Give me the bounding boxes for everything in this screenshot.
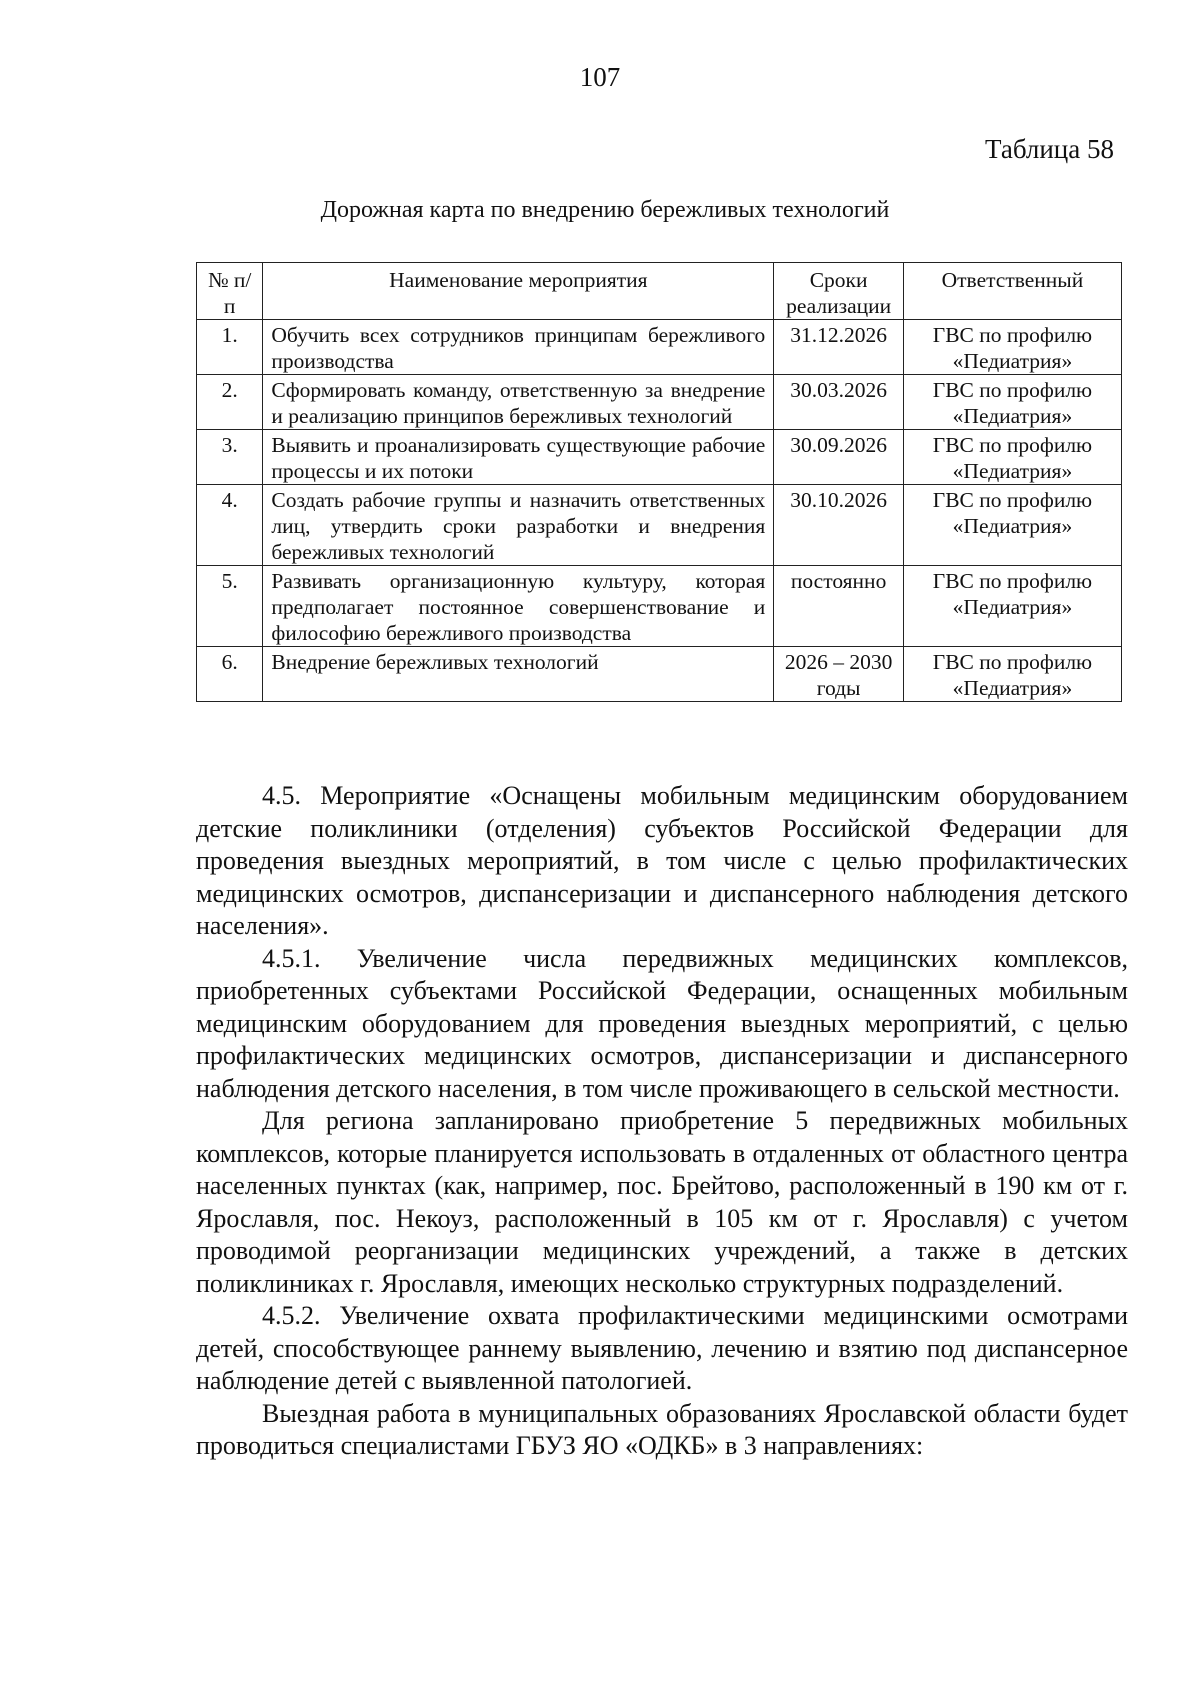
row-name: Создать рабочие группы и назначить ответственных лиц, утвердить сроки разработки и внедрения бережливых технологий (263, 485, 774, 566)
paragraph-4-5: 4.5. Мероприятие «Оснащены мобильным медицинским оборудованием детские поликлиники (отделения) субъектов Российской Федерации для проведения выездных мероприятий, в том числе с целью профилактических медицинских осмотров, диспансеризации и диспансерного наблюдения детского населения». (196, 781, 1128, 940)
row-num: 1. (197, 320, 263, 375)
row-num: 4. (197, 485, 263, 566)
header-name: Наименование мероприятия (263, 263, 774, 320)
paragraph-field-work: Выездная работа в муниципальных образованиях Ярославской области будет проводиться специалистами ГБУЗ ЯО «ОДКБ» в 3 направлениях: (196, 1398, 1128, 1460)
table-label: Таблица 58 (985, 134, 1114, 164)
paragraph-region-plan: Для региона запланировано приобретение 5 передвижных мобильных комплексов, которые планируется использовать в отдаленных от областного центра населенных пунктах (как, например, пос. Брейтово, расположенный в 190 км от г. Ярославля, пос. Некоуз, расположенный в 105 км от г. Ярославля) с учетом проводимой реорганизации медицинских учреждений, а также в детских поликлиниках г. Ярославля, имеющих несколько структурных подразделений. (196, 1106, 1128, 1298)
table-row (197, 375, 1122, 430)
roadmap-table (196, 262, 1122, 702)
row-num: 2. (197, 375, 263, 430)
table-title: Дорожная карта по внедрению бережливых технологий (320, 197, 890, 223)
row-resp: ГВС по профилю «Педиатрия» (903, 566, 1121, 647)
row-resp: ГВС по профилю «Педиатрия» (903, 430, 1121, 485)
table-row (197, 647, 1122, 702)
row-name: Выявить и проанализировать существующие рабочие процессы и их потоки (263, 430, 774, 485)
row-resp: ГВС по профилю «Педиатрия» (903, 485, 1121, 566)
paragraph-4-5-2: 4.5.2. Увеличение охвата профилактическими медицинскими осмотрами детей, способствующее раннему выявлению, лечению и взятию под диспансерное наблюдение детей с выявленной патологией. (196, 1301, 1128, 1395)
table-row (197, 430, 1122, 485)
row-name: Обучить всех сотрудников принципам бережливого производства (263, 320, 774, 375)
row-num: 6. (197, 647, 263, 702)
row-date: 30.10.2026 (774, 485, 904, 566)
table-row (197, 566, 1122, 647)
row-date: 2026 – 2030 годы (774, 647, 904, 702)
row-num: 3. (197, 430, 263, 485)
body-text (196, 780, 1128, 1463)
header-date: Сроки реализации (774, 263, 904, 320)
row-num: 5. (197, 566, 263, 647)
row-name: Внедрение бережливых технологий (263, 647, 774, 702)
row-name: Развивать организационную культуру, которая предполагает постоянное совершенствование и философию бережливого производства (263, 566, 774, 647)
table-header-row (197, 263, 1122, 320)
page-number: 107 (579, 62, 621, 92)
row-resp: ГВС по профилю «Педиатрия» (903, 320, 1121, 375)
paragraph-4-5-1: 4.5.1. Увеличение числа передвижных медицинских комплексов, приобретенных субъектами Российской Федерации, оснащенных мобильным медицинским оборудованием для проведения выездных мероприятий, с целью профилактических медицинских осмотров, диспансеризации и диспансерного наблюдения детского населения, в том числе проживающего в сельской местности. (196, 943, 1128, 1103)
header-num: № п/п (197, 263, 263, 320)
row-date: 30.09.2026 (774, 430, 904, 485)
row-name: Сформировать команду, ответственную за внедрение и реализацию принципов бережливых технологий (263, 375, 774, 430)
row-date: 31.12.2026 (774, 320, 904, 375)
row-date: постоянно (774, 566, 904, 647)
row-resp: ГВС по профилю «Педиатрия» (903, 375, 1121, 430)
row-date: 30.03.2026 (774, 375, 904, 430)
header-resp: Ответственный (903, 263, 1121, 320)
table-row (197, 320, 1122, 375)
row-resp: ГВС по профилю «Педиатрия» (903, 647, 1121, 702)
table-row (197, 485, 1122, 566)
